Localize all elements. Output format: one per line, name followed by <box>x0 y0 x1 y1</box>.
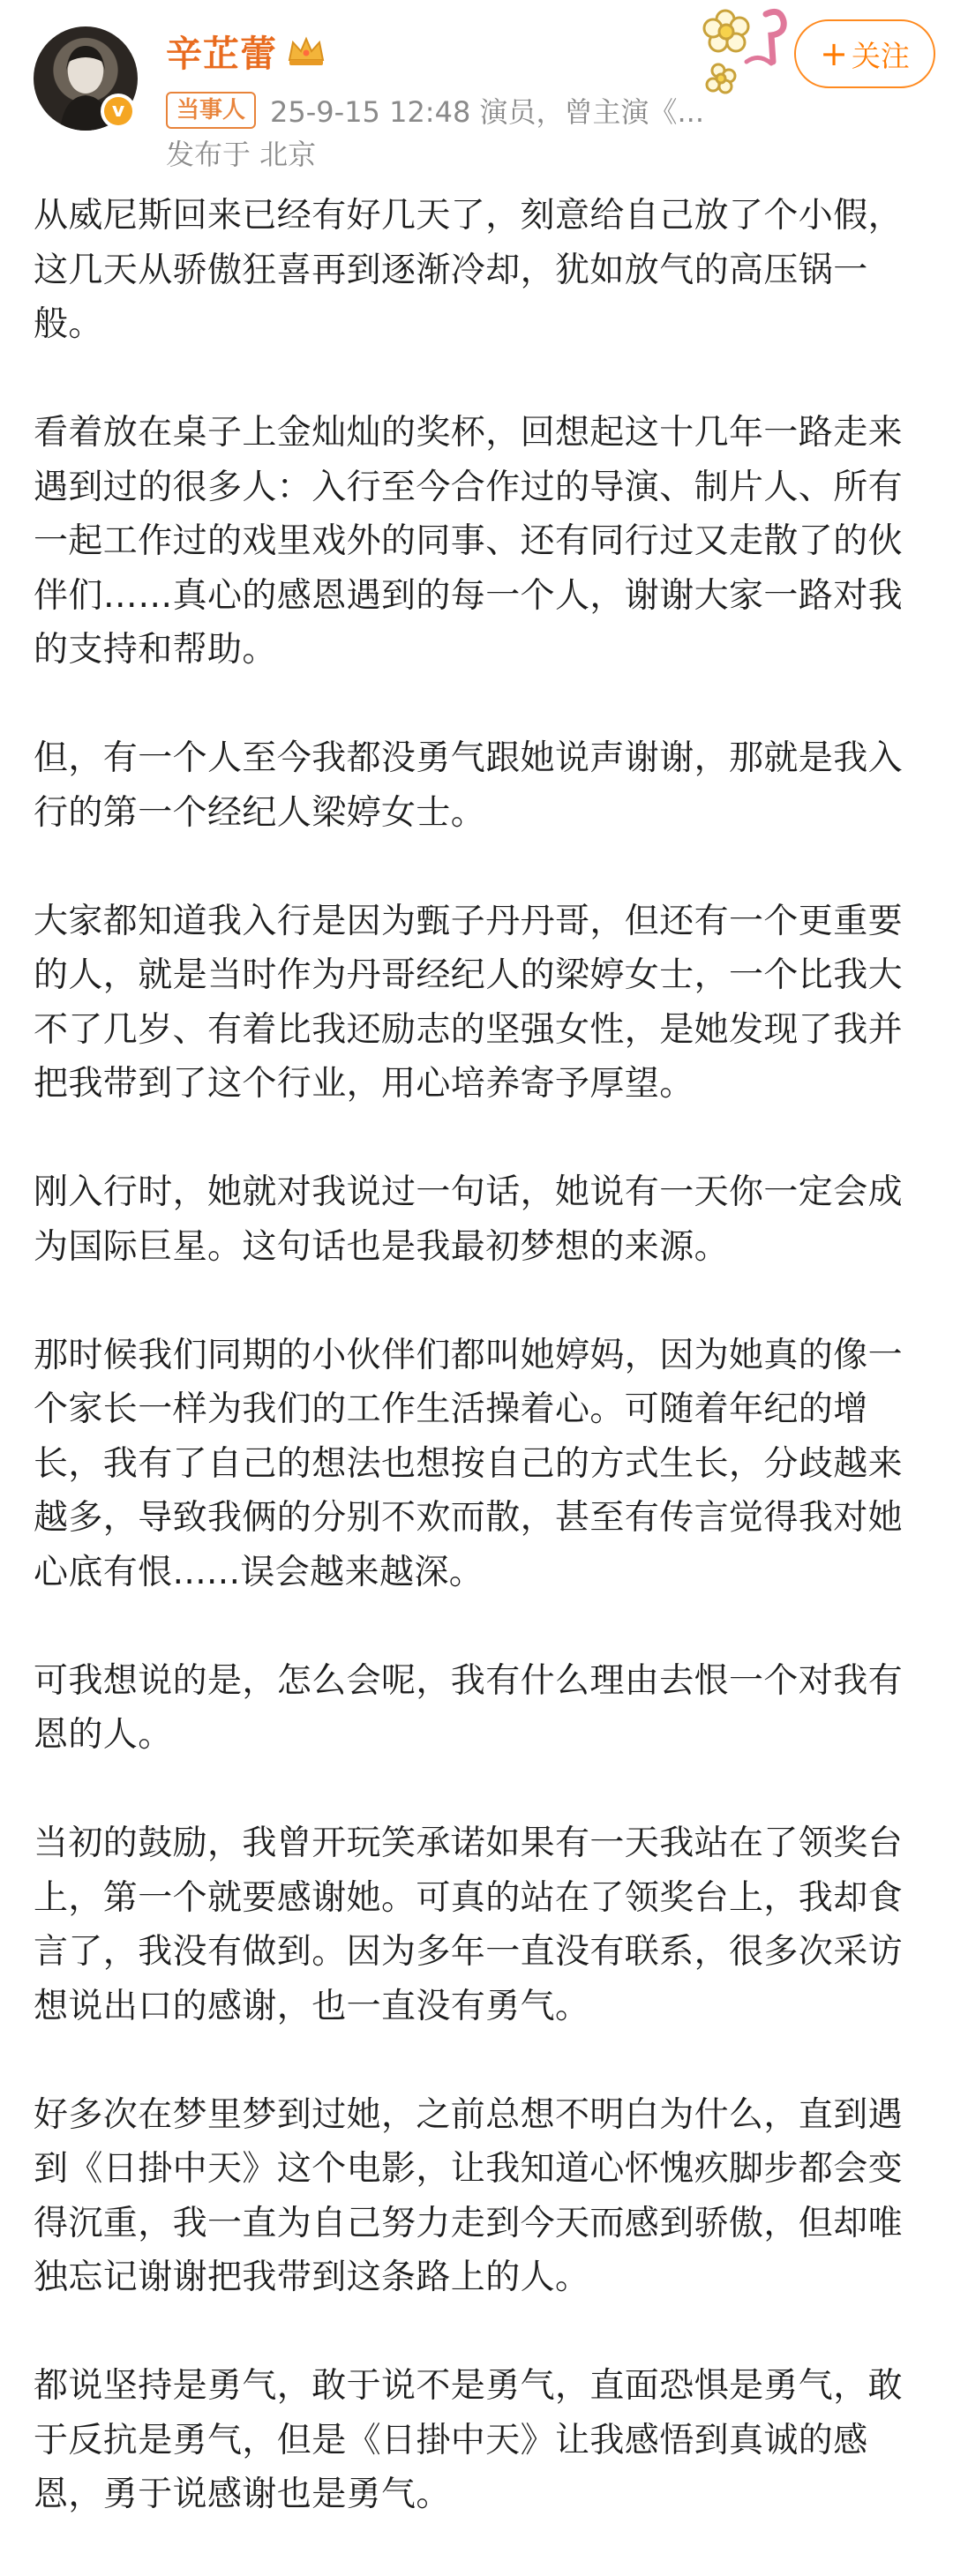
paragraph: 那时候我们同期的小伙伴们都叫她婷妈，因为她真的像一个家长一样为我们的工作生活操着心。可随着年纪的增长，我有了自己的想法也想按自己的方式生长，分歧越来越多，导致我俩的分别不欢而散，甚至有传言觉得我对她心底有恨......误会越来越深。 <box>34 1335 904 1592</box>
flower-decoration-icon <box>692 0 807 97</box>
crown-icon <box>286 34 326 69</box>
meta-row <box>166 90 704 131</box>
follow-label: 关注 <box>851 38 910 73</box>
verified-badge-icon: v <box>101 94 136 129</box>
name-row <box>166 25 326 77</box>
post-content <box>34 189 927 2576</box>
post-header <box>0 0 953 185</box>
post-location: 发布于 北京 <box>166 138 317 171</box>
paragraph: 大家都知道我入行是因为甄子丹丹哥，但还有一个更重要的人，就是当时作为丹哥经纪人的梁婷女士，一个比我大不了几岁、有着比我还励志的坚强女性，是她发现了我并把我带到了这个行业，用心培养寄予厚望。 <box>34 901 904 1104</box>
paragraph: 刚入行时，她就对我说过一句话，她说有一天你一定会成为国际巨星。这句话也是我最初梦想的来源。 <box>34 1172 904 1267</box>
paragraph: 好多次在梦里梦到过她，之前总想不明白为什么，直到遇到《日掛中天》这个电影，让我知道心怀愧疚脚步都会变得沉重，我一直为自己努力走到今天而感到骄傲，但却唯独忘记谢谢把我带到这条路上的人。 <box>34 2094 904 2297</box>
follow-button[interactable] <box>794 19 935 88</box>
paragraph: 但，有一个人至今我都没勇气跟她说声谢谢，那就是我入行的第一个经纪人梁婷女士。 <box>34 738 904 833</box>
paragraph: 看着放在桌子上金灿灿的奖杯，回想起这十几年一路走来遇到过的很多人：入行至今合作过的导演、制片人、所有一起工作过的戏里戏外的同事、还有同行过又走散了的伙伴们……真心的感恩遇到的每一个人，谢谢大家一路对我的支持和帮助。 <box>34 413 904 670</box>
post-meta: 25-9-15 12:48 演员，曾主演《... <box>270 95 704 129</box>
username[interactable]: 辛芷蕾 <box>166 33 277 75</box>
paragraph: 从威尼斯回来已经有好几天了，刻意给自己放了个小假，这几天从骄傲狂喜再到逐渐冷却，犹如放气的高压锅一般。 <box>34 196 904 344</box>
plus-icon: + <box>820 34 848 73</box>
paragraph: 当初的鼓励，我曾开玩笑承诺如果有一天我站在了领奖台上，第一个就要感谢她。可真的站在了领奖台上，我却食言了，我没有做到。因为多年一直没有联系，很多次采访想说出口的感谢，也一直没有勇气。 <box>34 1823 904 2026</box>
paragraph: 可我想说的是，怎么会呢，我有什么理由去恨一个对我有恩的人。 <box>34 1660 904 1755</box>
paragraph: 都说坚持是勇气，敢于说不是勇气，直面恐惧是勇气，敢于反抗是勇气，但是《日掛中天》让我感悟到真诚的感恩，勇于说感谢也是勇气。 <box>34 2366 904 2514</box>
tag-badge: 当事人 <box>166 92 256 129</box>
